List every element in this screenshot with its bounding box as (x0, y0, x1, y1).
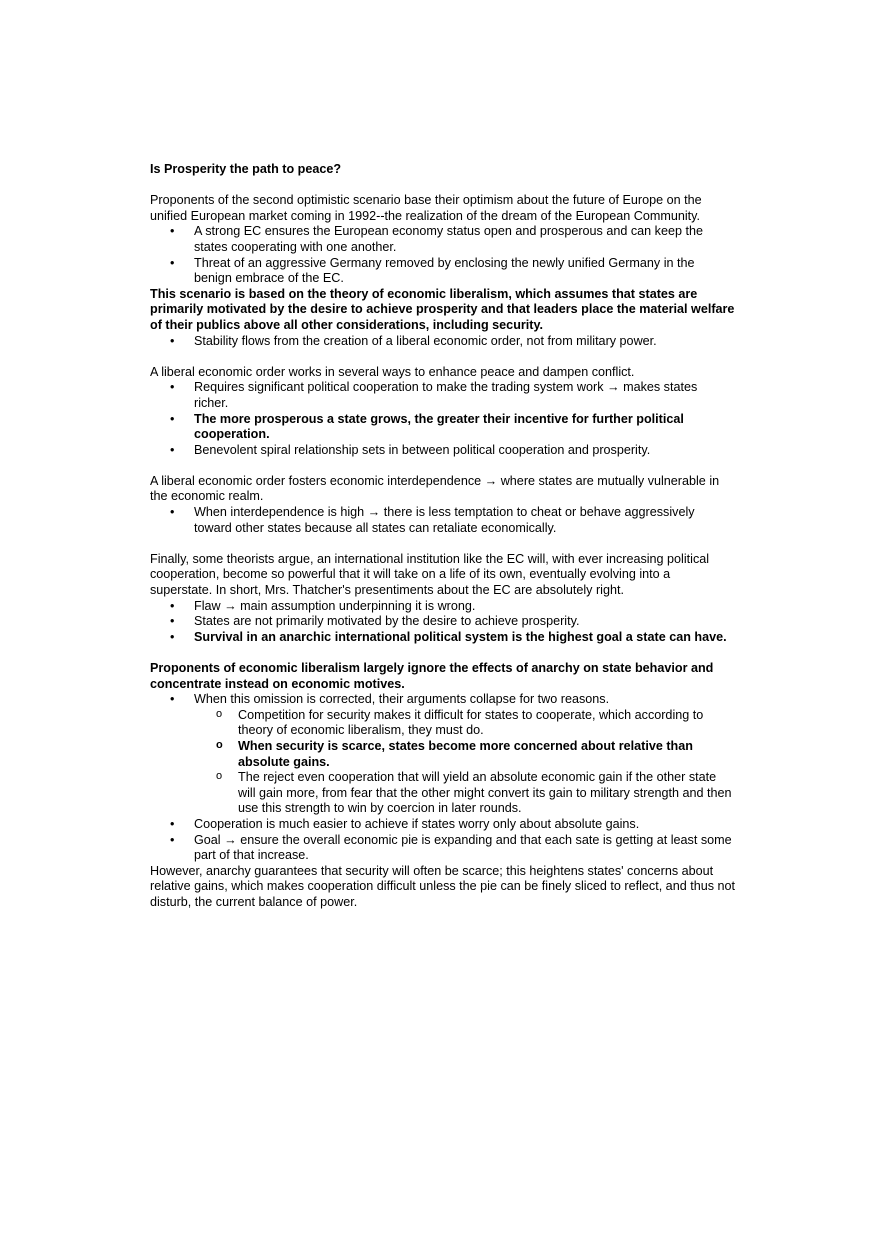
paragraph-theory: This scenario is based on the theory of economic liberalism, which assumes that states are primarily motivated by the desire to achieve prosperity and that leaders place the material welfare of their publics above all other considerations, including security. (150, 286, 735, 332)
paragraph-interdependence: A liberal economic order fosters economic interdependence → where states are mutually vulnerable in the economic realm. (150, 473, 720, 504)
list-item: • The more prosperous a state grows, the greater their incentive for further political cooperation. (150, 412, 735, 443)
paragraph-conclusion: However, anarchy guarantees that security will often be scarce; this heightens states' concerns about relative gains, which makes cooperation difficult unless the pie can be finely sliced to reflect, and thus not disturb, the current balance of power. (150, 863, 736, 909)
liberal-order-bullet-list (150, 380, 735, 458)
list-item: • Survival in an anarchic international political system is the highest goal a state can have. (150, 630, 735, 646)
paragraph-liberal-order: A liberal economic order works in several ways to enhance peace and dampen conflict. (150, 364, 635, 379)
list-item: • Benevolent spiral relationship sets in between political cooperation and prosperity. (150, 443, 735, 459)
list-item: • Stability flows from the creation of a liberal economic order, not from military power. (150, 334, 735, 350)
anarchy-bullet-list-continued (150, 817, 735, 864)
superstate-bullet-list (150, 599, 735, 646)
paragraph-superstate: Finally, some theorists argue, an international institution like the EC will, with ever increasing political cooperation, become so powerful that it will take on a life of its own, eventually evolving into a superstate. In short, Mrs. Thatcher's presentiments about the EC are absolutely right. (150, 551, 710, 598)
document-title: Is Prosperity the path to peace? (150, 162, 342, 176)
list-item: • A strong EC ensures the European economy status open and prosperous and can keep the states cooperating with one another. (150, 224, 735, 255)
intro-bullet-list (150, 224, 735, 286)
list-item: • Cooperation is much easier to achieve if states worry only about absolute gains. (150, 817, 735, 833)
anarchy-sub-bullet-list (150, 708, 735, 817)
list-item: • Goal → ensure the overall economic pie is expanding and that each sate is getting at least some part of that increase. (150, 833, 735, 864)
interdependence-bullet-list (150, 505, 735, 536)
sub-list-item: o When security is scarce, states become more concerned about relative than absolute gains. (194, 739, 735, 770)
sublist-wrapper (150, 708, 735, 817)
anarchy-subbullet-container (150, 708, 735, 817)
list-item (150, 692, 735, 708)
anarchy-bullet-list (150, 692, 735, 708)
paragraph-intro: Proponents of the second optimistic scenario base their optimism about the future of Europe on the unified European market coming in 1992--the realization of the dream of the European Community. (150, 193, 702, 223)
list-item: • Requires significant political cooperation to make the trading system work → makes states richer. (150, 380, 735, 411)
list-item: • Threat of an aggressive Germany removed by enclosing the newly unified Germany in the benign embrace of the EC. (150, 256, 735, 287)
list-item-text: When this omission is corrected, their arguments collapse for two reasons. (194, 692, 610, 707)
list-item: • When interdependence is high → there is less temptation to cheat or behave aggressively toward other states because all states can retaliate economically. (150, 505, 735, 536)
document-page (150, 162, 735, 911)
list-item: • States are not primarily motivated by the desire to achieve prosperity. (150, 614, 735, 630)
sub-list-item: o Competition for security makes it difficult for states to cooperate, which according to theory of economic liberalism, they must do. (194, 708, 735, 739)
paragraph-anarchy: Proponents of economic liberalism largely ignore the effects of anarchy on state behavior and concentrate instead on economic motives. (150, 661, 714, 691)
sub-list-item: o The reject even cooperation that will yield an absolute economic gain if the other state will gain more, from fear that the other might convert its gain to military strength and then use this strength to win by coercion in later rounds. (194, 770, 735, 817)
theory-bullet-list (150, 334, 735, 350)
list-item: • Flaw → main assumption underpinning it is wrong. (150, 599, 735, 615)
